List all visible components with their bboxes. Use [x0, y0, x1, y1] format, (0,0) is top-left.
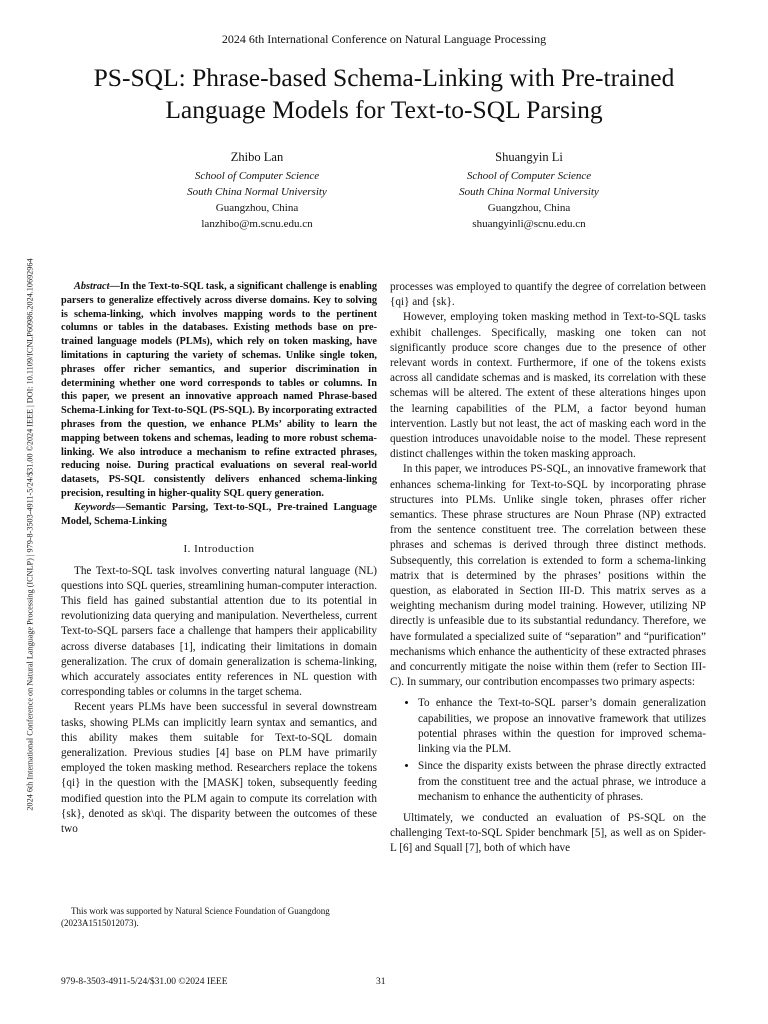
author-dept: School of Computer Science	[194, 170, 320, 182]
title-line-1: PS-SQL: Phrase-based Schema-Linking with Pre-trained	[93, 63, 675, 92]
author-dept: School of Computer Science	[466, 170, 592, 182]
contribution-list	[390, 696, 706, 804]
page-number: 31	[376, 977, 386, 987]
author-block-1	[132, 149, 382, 232]
author-email: shuangyinli@scnu.edu.cn	[472, 218, 586, 230]
section-heading: I. Introduction	[183, 543, 255, 556]
keywords-text: —Semantic Parsing, Text-to-SQL, Pre-trained Language Model, Schema-Linking	[61, 501, 377, 527]
keywords-label: Keywords	[74, 501, 116, 513]
right-column	[390, 280, 706, 857]
author-univ: South China Normal University	[459, 186, 599, 198]
list-item: • To enhance the Text-to-SQL parser’s domain generalization capabilities, we propose an innovative framework that utilizes potential phrases within the question for improved schema-linking via the PLM.	[418, 696, 706, 757]
author-univ: South China Normal University	[187, 186, 327, 198]
paragraph: In this paper, we introduces PS-SQL, an innovative framework that enhances schema-linking for Text-to-SQL by incorporating phrase structures into PLMs. Unlike single token, phrases offer richer semantics. These phrase structures are Noun Phrase (NP) extracted from the sentence constituent tree. The correlation between these phrases and schemas is derived through three distinct methods. Subsequently, this correlation is extended to form a schema-linking matrix that is determined by the phrases’ positions within the question, as elaborated in Section III-D. This matrix serves as a weighting mechanism during model training. However, utilizing NP directly is unfeasible due to its substantial redundancy. Therefore, we have formulated a specialized suite of “separation” and “purification” mechanisms which enhance the authenticity of these extracted phrases and concurrently mitigate the noise within them (refer to Section III-C). In summary, our contribution encompasses two primary aspects:	[390, 463, 706, 689]
keywords	[61, 501, 377, 529]
author-city: Guangzhou, China	[215, 202, 299, 214]
conference-header: 2024 6th International Conference on Natural Language Processing	[221, 32, 547, 46]
author-name: Shuangyin Li	[495, 150, 563, 164]
list-item: • Since the disparity exists between the phrase directly extracted from the constituent tree and the actual phrase, we introduce a mechanism to enhance the authenticity of phrases.	[418, 759, 706, 805]
abstract-label: Abstract	[74, 281, 110, 292]
author-email: lanzhibo@m.scnu.edu.cn	[201, 218, 313, 230]
paragraph: Ultimately, we conducted an evaluation of PS-SQL on the challenging Text-to-SQL Spider benchmark [5], as well as on Spider-L [6] and Squall [7], both of which have	[390, 811, 706, 855]
footnote: This work was supported by Natural Science Foundation of Guangdong (2023A1515012073).	[61, 906, 330, 928]
paper-title	[60, 62, 708, 126]
left-column	[61, 280, 377, 837]
paragraph: However, employing token masking method in Text-to-SQL tasks exhibit challenges. Specifically, masking one token can not significantly produce score changes due to the presence of other relevant words in context. Furthermore, if one of the tokens exists across all candidate schemas and is masked, its correlation with these schemas will be altered. The extent of these alterations hinges upon the learning capabilities of the PLM, a factor beyond human intervention. Lastly but not least, the act of masking each word in the question introduces unavoidable noise to the model. These represent distinct challenges within the token masking approach.	[390, 311, 706, 461]
doi-sidebar: 2024 6th International Conference on Natural Language Processing (ICNLP) | 979-8-3503-4911-5/24/$31.00 ©2024 IEEE | DOI: 10.1109/ICNLP60986.2024.10692964	[25, 258, 35, 811]
paragraph: processes was employed to quantify the degree of correlation between {qi} and {sk}.	[390, 281, 706, 309]
author-block-2	[404, 149, 654, 232]
paragraph: Recent years PLMs have been successful in several downstream tasks, showing PLMs can implicitly learn syntax and semantics, and this ability makes them suitable for Text-to-SQL domain generalization. Previous studies [4] base on PLM have primarily employed the token masking method. Researchers replace the tokens {qi} in the question with the [MASK] token, subsequently feeding modified question into the PLM again to compute its correlation with {sk}, denoted as sk\qi. The disparity between the outcomes of these two	[61, 701, 377, 835]
abstract	[61, 280, 377, 501]
copyright-footer: 979-8-3503-4911-5/24/$31.00 ©2024 IEEE	[61, 977, 228, 987]
author-city: Guangzhou, China	[487, 202, 571, 214]
author-name: Zhibo Lan	[230, 150, 284, 164]
paragraph: The Text-to-SQL task involves converting natural language (NL) questions into SQL queries, streamlining human-computer interaction. This field has gained substantial attention due to its potential in revolutionizing data querying and manipulation. Nevertheless, current Text-to-SQL parsers face a challenge that hampers their applicability across diverse databases [1], indicating their limitations in domain generalization. The crux of domain generalization is schema-linking, which accurately associates entity references in NL question with corresponding tables or columns in the target schema.	[61, 564, 377, 699]
title-line-2: Language Models for Text-to-SQL Parsing	[165, 95, 603, 124]
abstract-text: —In the Text-to-SQL task, a significant challenge is enabling parsers to generalize effectively across diverse domains. Key to solving is schema-linking, which involves mapping words to the pertinent columns or tables in the databases. Existing methods base on pre-trained language models (PLMs), which rely on token masking, have limitations in capturing the variety of schemas. Unlike single token, phrases offer richer semantics, and superior discrimination in determining whether one word corresponds to tables or columns. In this paper, we present an innovative approach named Phrase-based Schema-Linking for Text-to-SQL (PS-SQL). By incorporating extracted phrases from the question, we enhance PLMs’ ability to learn the mapping between tokens and schemas, leading to more robust schema-linking. We also introduce a mechanism to refine extracted phrases, reducing noise. During practical evaluations on several real-world datasets, PS-SQL consistently delivers enhanced schema-linking precision, resulting in higher-quality SQL query generation.	[61, 281, 377, 499]
